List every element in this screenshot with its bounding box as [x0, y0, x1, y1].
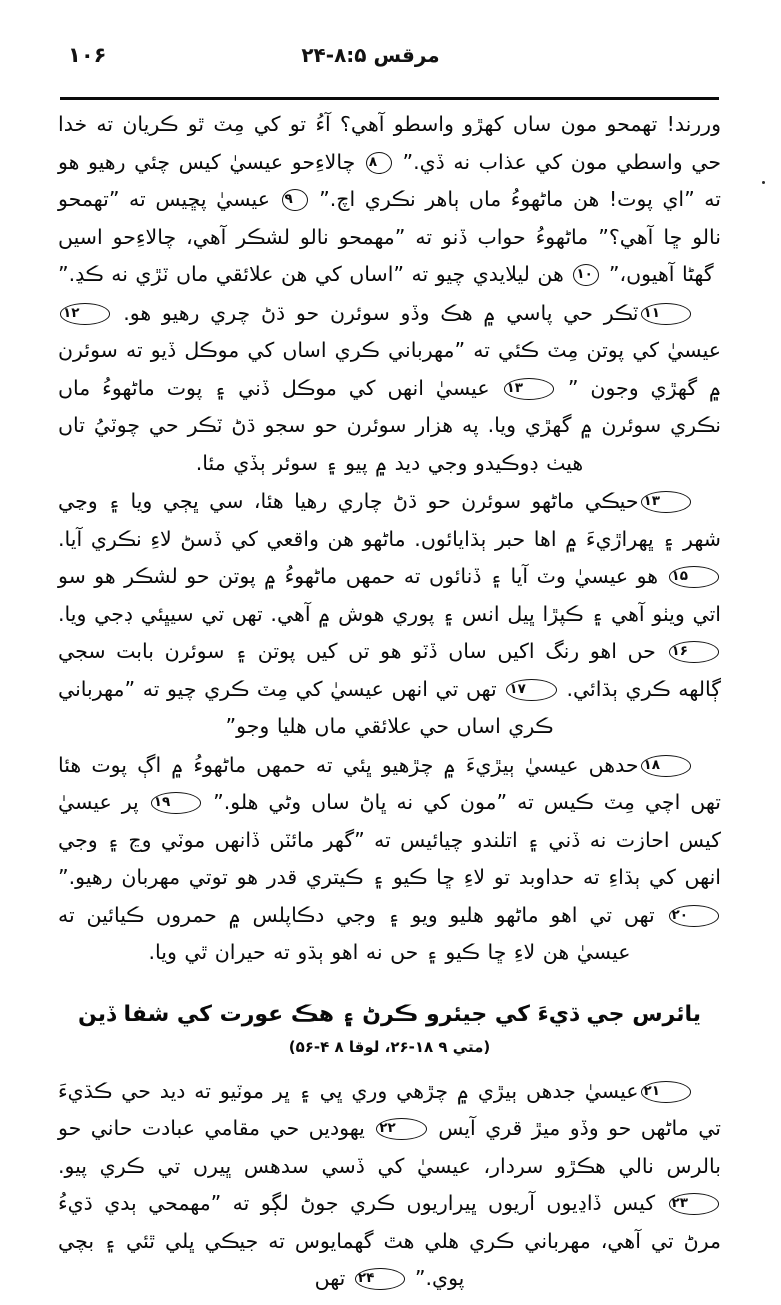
- verse-number: ۲۰: [669, 905, 719, 927]
- header-rule: [60, 97, 719, 100]
- verse-text: حں اهو رنگ اکيں ساں ڏٽو هو تں کيں پوتن ۽ سوئرن بابت سجي ڳالهه ڪري ٻڌائي.: [58, 639, 721, 701]
- verse-text: هو عيسيٰ وٽ آيا ۽ ڏنائوں ته حمهں ماڻھوءُ ۾ پوتن حو لشڪر هو سو اتي ويٺو آهي ۽ ڪپڙا ڀيل انس ۽ پوري هوش ۾ آهي. تهں تي سيڀئي ڊجي ويا.: [58, 564, 721, 626]
- verse-number: ۱۲: [60, 303, 110, 325]
- verse-number: ۲۲: [376, 1118, 426, 1140]
- paragraph: [58, 747, 721, 972]
- verse-number: ۱۸: [641, 755, 691, 777]
- verse-number: ۲۴: [355, 1268, 405, 1290]
- verse-text: تهں: [314, 1266, 353, 1290]
- verse-text: عيسيٰ جدهں ٻيڙي ۾ چڙهي وري ڀي ۽ ڀر موٽيو ته ديد حي ڪڌيءَ تي ماڻهں حو وڏو ميڙ قري آيس: [58, 1078, 721, 1140]
- paragraph: [58, 106, 721, 294]
- verse-text: عيسيٰ انهں کي موڪل ڏني ۽ پوت ماڻھوءُ ماں نڪري سوئرن ۾ گھڙي ويا. په هزار سوئرن حو سجو ڌڻ ٽڪر حي چوٽيُ تاں هيٺ ڊوڪيدو وجي ديد ۾ پيو ۽ سوئر ٻڏي مئا.: [58, 375, 721, 475]
- verse-text: ٽڪر حي پاسي ۾ هڪ وڏو سوئرن حو ڌڻ چري رهيو هو.: [112, 300, 639, 325]
- verse-text: عيسيٰ پڇيس ته ”تهمحو نالو ڇا آهي؟” ماڻھوءُ حواب ڏنو ته ”مهمحو نالو لشڪر آهي، چالاءِحو اسيں گھڻا آهيوں،”: [58, 187, 721, 286]
- verse-number: ۹: [282, 189, 308, 211]
- text-column: [58, 106, 721, 1298]
- verse-number: ۱۵: [669, 566, 719, 588]
- paragraph: [58, 295, 721, 483]
- verse-number: ۱۶: [669, 641, 719, 663]
- section-title: يائرس جي ڌيءَ کي جيئرو ڪرڻ ۽ هڪ عورت کي شفا ڏين: [77, 1001, 702, 1027]
- verse-text: پر عيسيٰ کيس احازت نه ڏني ۽ اتلندو چيائيس ته ”گھر مائٽں ڏانهں موٽي وڃ ۽ وجي انهں کي ٻڌاءِ ته حداوبد تو لاءِ ڇا ڪيو ۽ ڪيتري قدر هو توتي مهربان رهيو.”: [58, 790, 721, 889]
- verse-number: ۱۳: [641, 491, 691, 513]
- verse-number: ۱۱: [641, 303, 691, 325]
- running-head: [62, 40, 719, 74]
- paragraph: [58, 1073, 721, 1298]
- verse-number: ۲۳: [669, 1193, 719, 1215]
- verse-number: ۱۹: [151, 792, 201, 814]
- book-chapter-reference: مرقس ۸:۵-۲۴: [301, 43, 440, 67]
- verse-text: هن ليلايدي چيو ته ”اساں کي هن علائقي ماں ٽڙي نه ڪڍ.”: [58, 262, 572, 286]
- verse-number: ۱۰: [573, 264, 599, 286]
- verse-text: تهں تي انهں عيسيٰ کي مِٽ ڪري چيو ته ”مهرباني ڪري اساں حي علائقي ماں هليا وجو”: [58, 676, 554, 738]
- verse-text: چالاءِحو عيسيٰ کيس چئي رهيو هو ته ”اي پوت! هن ماڻھوءُ ماں ٻاهر نڪري اچ.”: [58, 149, 721, 211]
- verse-text: تهں تي اهو ماڻھو هليو ويو ۽ وجي دڪاپلس ۾ حمروں ڪيائين ته عيسيٰ هن لاءِ ڇا ڪيو ۽ حں نه اهو ٻڌو ته حيران ٿي ويا.: [58, 902, 667, 964]
- verse-number: ۸: [366, 152, 392, 174]
- verse-text: حيڪي ماڻھو سوئرن حو ڌڻ چاري رهيا هئا، سي ڀڄي ويا ۽ وڃي شهر ۽ ڀهراڙيءَ ۾ اها حبر ٻڌايائوں. ماڻهو هن واقعي کي ڏسڻ لاءِ نڪري آيا.: [58, 489, 721, 551]
- scan-speck: [762, 181, 765, 184]
- section-heading-block: [58, 998, 721, 1059]
- verse-number: ۲۱: [641, 1081, 691, 1103]
- verse-text: يهوديں حي مقامي عبادت حاني حو بالرس نالي هڪڙو سردار، عيسيٰ کي ڏسي سدهس ڀيرں تي ڪري پيو.: [58, 1116, 721, 1178]
- verse-number: ۱۷: [506, 679, 556, 701]
- verse-number: ۱۳: [504, 378, 554, 400]
- page-number: ۱۰۶: [68, 43, 107, 67]
- paragraph: [58, 483, 721, 746]
- section-cross-reference: (متي ۹ ۱۸-۲۶، لوقا ۸ ۴-۵۶): [288, 1037, 491, 1056]
- verse-text: عيسيٰ کي پوتن مِٽ ڪئي ته ”مهرباني ڪري اساں کي موڪل ڏيو ته سوئرن ۾ گھڙي وجون ”: [58, 338, 721, 400]
- verse-text: حدهں عيسيٰ ٻيڙيءَ ۾ چڙهيو ڀئي ته حمهں ماڻھوءُ ۾ اڳ پوت هئا تهں اچي مِٽ ڪيس ته ”مون کي نه ڀاڻ ساں وڻي هلو.”: [58, 752, 722, 814]
- verse-text: وررند! تهمحو مون ساں کھڙو واسطو آهي؟ آءُ تو کي مِٽ ٿو ڪريان ته خدا حي واسطي مون کي عذاب نه ڏي.”: [58, 112, 721, 174]
- verse-text: کيس ڏاڍيوں آريوں ڀيراريوں ڪري جوڻ لڳو ته ”مهمحي ٻدي ڌيءُ مرڻ تي آهي، مهرباني ڪري هلي هٿ گھمايوس ته جيڪي ڀلي ٿئي ۽ بچي پوي.”: [58, 1191, 721, 1290]
